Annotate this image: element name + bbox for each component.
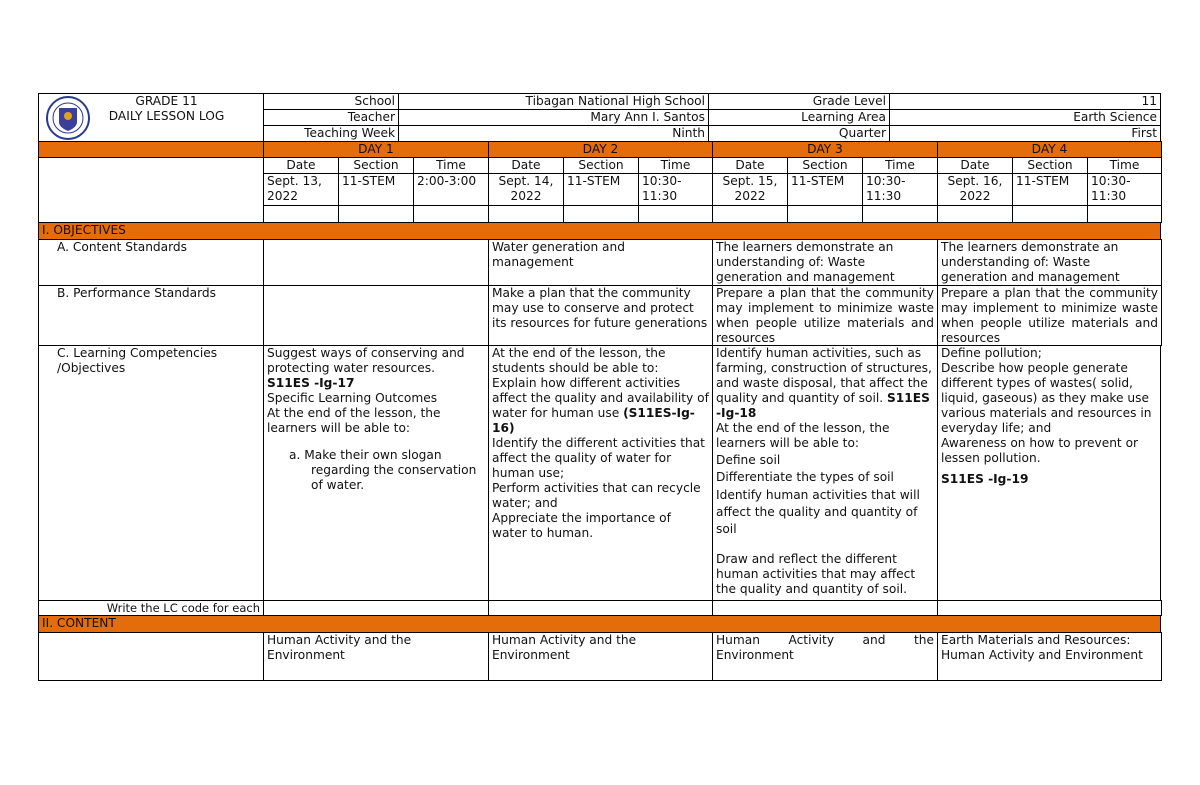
lc-text: Specific Learning Outcomes [267, 391, 438, 405]
blank-cell [1012, 205, 1088, 223]
day-header: DAY 3 [712, 141, 938, 158]
performance-standards-label: B. Performance Standards [38, 285, 264, 346]
blank-cell [712, 205, 788, 223]
lc-text: Differentiate the types of soil [716, 470, 894, 484]
section-value: 11-STEM [563, 173, 639, 206]
col-time-header: Time [1087, 157, 1162, 174]
col-date-header: Date [488, 157, 564, 174]
quarter-value: First [889, 125, 1161, 142]
content-standard-cell: Water generation and management [488, 239, 713, 286]
week-label: Teaching Week [263, 125, 399, 142]
content-standards-label: A. Content Standards [38, 239, 264, 286]
lc-code-cell [937, 600, 1162, 616]
lc-code: S11ES -Ig-18 [716, 391, 930, 420]
content-cell: Human Activity and the Environment [263, 632, 489, 681]
content-cell: Human Activity and the Environment [712, 632, 938, 681]
lc-code: (S11ES-Ig-16) [492, 406, 695, 435]
blank-cell [38, 157, 264, 223]
time-value: 10:30-11:30 [1087, 173, 1162, 206]
lc-code: S11ES -Ig-19 [941, 472, 1029, 486]
day-header: DAY 2 [488, 141, 713, 158]
content-standard-cell: The learners demonstrate an understanding of: Waste generation and management [712, 239, 938, 286]
lc-text: Define pollution; [941, 346, 1042, 360]
lc-text: Perform activities that can recycle water; and [492, 481, 701, 510]
teacher-value: Mary Ann I. Santos [398, 109, 709, 126]
blank-cell [563, 205, 639, 223]
col-time-header: Time [862, 157, 938, 174]
content-cell: Earth Materials and Resources: Human Activity and Environment [937, 632, 1162, 681]
lc-text: Suggest ways of conserving and protecting water resources. [267, 346, 465, 375]
blank-cell [1087, 205, 1162, 223]
teacher-label: Teacher [263, 109, 399, 126]
performance-standard-cell [263, 285, 489, 346]
lc-text: At the end of the lesson, the learners will be able to: [716, 421, 890, 450]
school-value: Tibagan National High School [398, 93, 709, 110]
date-value: Sept. 15, 2022 [712, 173, 788, 206]
day-header: DAY 4 [937, 141, 1162, 158]
col-time-header: Time [413, 157, 489, 174]
col-date-header: Date [937, 157, 1013, 174]
grade-level-value: 11 [889, 93, 1161, 110]
blank-cell [638, 205, 713, 223]
learning-competencies-label: C. Learning Competencies /Objectives [38, 345, 264, 601]
area-value: Earth Science [889, 109, 1161, 126]
blank-cell [937, 205, 1013, 223]
lc-text: At the end of the lesson, the students should be able to: [492, 346, 666, 375]
blank-cell [338, 205, 414, 223]
week-value: Ninth [398, 125, 709, 142]
content-heading: II. CONTENT [38, 615, 1161, 633]
lc-code-cell [263, 600, 489, 616]
grade-level-label: Grade Level [708, 93, 890, 110]
col-section-header: Section [563, 157, 639, 174]
quarter-label: Quarter [708, 125, 890, 142]
time-value: 10:30-11:30 [862, 173, 938, 206]
col-section-header: Section [338, 157, 414, 174]
objectives-heading: I. OBJECTIVES [38, 222, 1161, 240]
grade-title: GRADE 11 [135, 94, 198, 108]
title-block [38, 93, 264, 143]
date-value: Sept. 14, 2022 [488, 173, 564, 206]
col-time-header: Time [638, 157, 713, 174]
lc-day4 [937, 345, 1161, 601]
lc-text: Draw and reflect the different human activities that may affect the quality and quantity of soil. [716, 552, 916, 596]
section-value: 11-STEM [338, 173, 414, 206]
date-value: Sept. 16, 2022 [937, 173, 1013, 206]
time-value: 2:00-3:00 [413, 173, 489, 206]
performance-standard-cell: Prepare a plan that the community may implement to minimize waste when people utilize materials and resources [712, 285, 938, 346]
blank-cell [862, 205, 938, 223]
lc-code-cell [488, 600, 713, 616]
col-section-header: Section [787, 157, 863, 174]
lc-text: Define soil [716, 453, 781, 467]
content-label-blank [38, 632, 264, 681]
lc-text: Awareness on how to prevent or lessen pollution. [941, 436, 1139, 465]
col-date-header: Date [263, 157, 339, 174]
performance-standard-cell: Make a plan that the community may use to conserve and protect its resources for future generations [488, 285, 713, 346]
lc-text: Identify the different activities that affect the quality of water for human use; [492, 436, 705, 480]
content-cell: Human Activity and the Environment [488, 632, 713, 681]
area-label: Learning Area [708, 109, 890, 126]
lc-text: Explain how different activities affect the quality and availability of water for human use [492, 376, 709, 420]
lc-list-item: a. Make their own slogan regarding the conservation of water. [289, 448, 477, 492]
lc-text: Appreciate the importance of water to human. [492, 511, 671, 540]
lc-code-label: Write the LC code for each [38, 600, 264, 616]
col-date-header: Date [712, 157, 788, 174]
blank-cell [488, 205, 564, 223]
content-standard-cell [263, 239, 489, 286]
blank-cell [787, 205, 863, 223]
lc-text: Describe how people generate different types of wastes( solid, liquid, gaseous) as they make use various materials and resources in everyday life; and [941, 361, 1152, 435]
orange-spacer [38, 141, 264, 158]
time-value: 10:30-11:30 [638, 173, 713, 206]
blank-cell [413, 205, 489, 223]
log-title: DAILY LESSON LOG [108, 109, 225, 123]
lc-day1 [263, 345, 489, 601]
col-section-header: Section [1012, 157, 1088, 174]
lc-text: Identify human activities that will affect the quality and quantity of soil [716, 488, 920, 536]
school-label: School [263, 93, 399, 110]
section-value: 11-STEM [1012, 173, 1088, 206]
lc-text: Identify human activities, such as farming, construction of structures, and waste disposal, that affect the quality and quantity of soil. [716, 346, 932, 405]
section-value: 11-STEM [787, 173, 863, 206]
blank-cell [263, 205, 339, 223]
lc-code-cell [712, 600, 938, 616]
lc-text: At the end of the lesson, the learners will be able to: [267, 406, 441, 435]
day-header: DAY 1 [263, 141, 489, 158]
date-value: Sept. 13, 2022 [263, 173, 339, 206]
lc-day2 [488, 345, 713, 601]
content-standard-cell: The learners demonstrate an understanding of: Waste generation and management [937, 239, 1162, 286]
lc-day3 [712, 345, 938, 601]
performance-standard-cell: Prepare a plan that the community may implement to minimize waste when people utilize materials and resources [937, 285, 1162, 346]
lc-code: S11ES -Ig-17 [267, 376, 355, 390]
